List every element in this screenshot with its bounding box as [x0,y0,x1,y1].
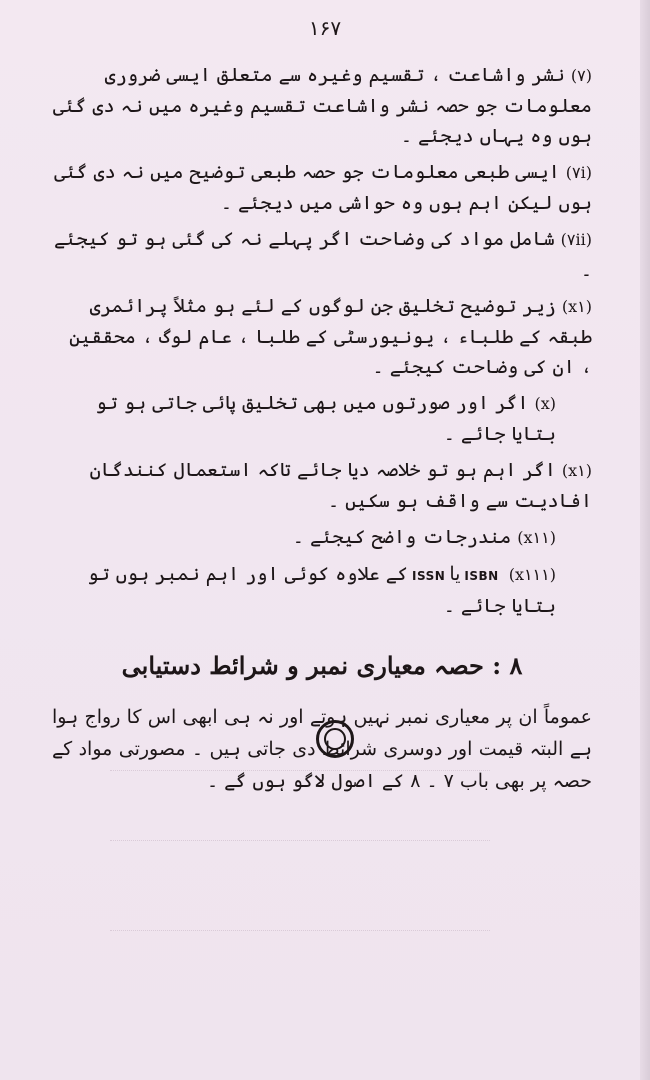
section-heading [52,649,592,683]
item-text: شامل مواد کی وضاحت اگر پہلے نہ کی گئی ہو تو کیجئے ۔ [54,228,592,281]
item-number: (x۱) [561,297,592,316]
list-item [52,388,592,449]
section-number: ۸ : [492,651,523,680]
item-number: (x۱۱۱) [508,565,556,584]
page-edge [640,0,650,1080]
item-text: ایسی طبعی معلومات جو حصہ طبعی توضیح میں نہ دی گئی ہوں لیکن اہم ہوں وہ حواشی میں دیجئے ۔ [54,161,592,214]
body-paragraph: عموماً ان پر معیاری نمبر نہیں ہوتے اور نہ ہی ابھی اس کا رواج ہوا ہے البتہ قیمت اور دوسری شرائط دی جاتی ہیں ۔ مصورتی مواد کے حصہ پر بھی باب ۷ ۔ ۸ کے اصول لاگو ہوں گے ۔ [52,706,592,792]
list-item [52,157,592,218]
page-content [52,60,592,797]
issn-label: ISSN [412,569,446,583]
page-number: ۱۶۷ [308,16,342,40]
list-item [52,522,592,553]
bleed-through-line [110,840,490,841]
item-text: زیر توضیح تخلیق جن لوگوں کے لئے ہو مثلاً پرائمری طبقہ کے طلباء ، یونیورسٹی کے طلبا ، عام لوگ ، محققین ، ان کی وضاحت کیجئے ۔ [69,295,592,378]
item-text: مندرجات واضح کیجئے ۔ [292,526,512,548]
isbn-label: ISBN [464,569,499,583]
list-item [52,224,592,285]
item-number: (x۱۱) [517,528,556,547]
item-number: (x۱) [561,461,592,480]
list-item [52,455,592,516]
item-text: اگر اہم ہو تو خلاصہ دیا جائے تاکہ استعمال کنندگان افادیت سے واقف ہو سکیں ۔ [89,459,592,512]
item-number: (۷ii) [560,230,592,249]
connector-text: یا [449,563,461,585]
ornament-circle-icon [316,720,354,758]
list-item [52,559,592,621]
item-number: (x) [534,394,556,413]
item-text: کے علاوہ کوئی اور اہم نمبر ہوں تو بتایا جائے ۔ [87,563,556,617]
list-item [52,60,592,151]
item-number: (۷) [570,66,592,85]
item-number: (۷i) [565,163,592,182]
item-text: اگر اور صورتوں میں بھی تخلیق پائی جاتی ہو تو بتایا جائے ۔ [95,392,556,445]
list-item [52,291,592,382]
item-text: نشر واشاعت ، تقسیم وغیرہ سے متعلق ایسی ضروری معلومات جو حصہ نشر واشاعت تقسیم وغیرہ میں نہ دی گئی ہوں وہ یہاں دیجئے ۔ [52,64,592,147]
bleed-through-line [110,930,490,931]
section-title: حصہ معیاری نمبر و شرائط دستیابی [121,651,484,680]
